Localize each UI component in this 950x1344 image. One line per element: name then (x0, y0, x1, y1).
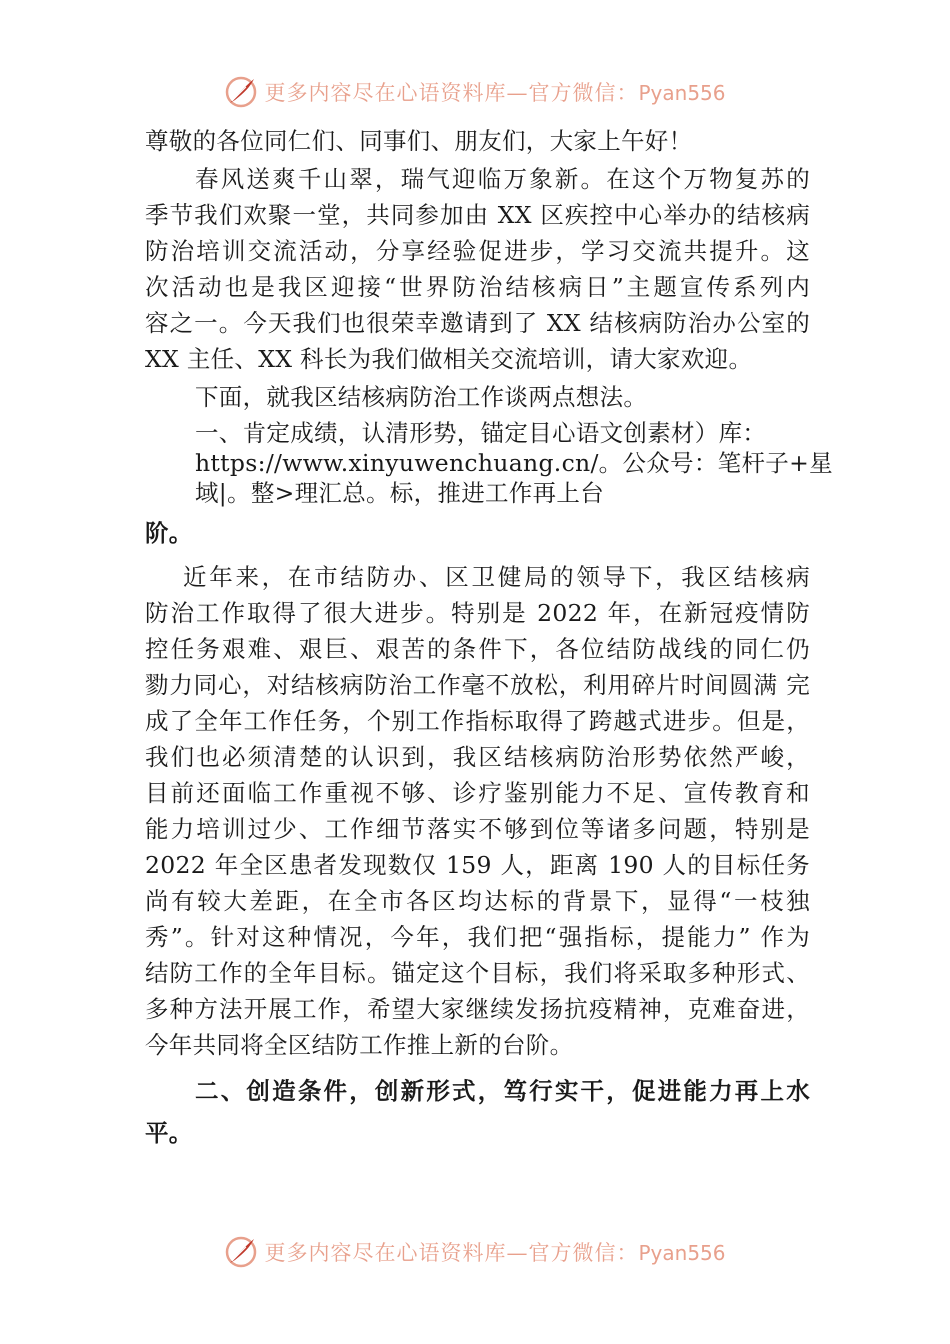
paragraph-line: 近年来，在市结防办、区卫健局的领导下，我区结核病 (183, 563, 810, 591)
paragraph-line: 春风送爽千山翠，瑞气迎临万象新。在这个万物复苏的 (195, 165, 810, 193)
section-heading-line: 阶。 (145, 519, 193, 547)
paragraph-line: 尚有较大差距，在全市各区均达标的背景下，显得“一枝独 (145, 887, 810, 915)
section-heading-line: 二、创造条件，创新形式，笃行实干，促进能力再上水 (195, 1077, 810, 1105)
section-heading-line: 域|。整>理汇总。标，推进工作再上台 (195, 479, 605, 507)
section-heading-line: 一、肯定成绩，认清形势，锚定目心语文创素材）库： (195, 419, 767, 447)
greeting: 尊敬的各位同仁们、同事们、朋友们，大家上午好！ (145, 127, 693, 155)
section-heading-line: 平。 (145, 1119, 193, 1147)
paragraph-line: 防治培训交流活动，分享经验促进步，学习交流共提升。这 (145, 237, 810, 265)
paragraph-line: XX 主任、XX 科长为我们做相关交流培训，请大家欢迎。 (145, 345, 753, 373)
quill-pen-icon (224, 75, 258, 109)
header-watermark (0, 70, 950, 114)
paragraph-line: 季节我们欢聚一堂，共同参加由 XX 区疾控中心举办的结核病 (145, 201, 810, 229)
footer-watermark (0, 1230, 950, 1274)
watermark-text: 更多内容尽在心语资料库—官方微信：Pyan556 (264, 1241, 726, 1265)
paragraph-line: 我们也必须清楚的认识到，我区结核病防治形势依然严峻， (145, 743, 810, 771)
paragraph-line: 能力培训过少、工作细节落实不够到位等诸多问题，特别是 (145, 815, 810, 843)
paragraph-line: 2022 年全区患者发现数仅 159 人，距离 190 人的目标任务 (145, 851, 810, 879)
paragraph-line: 结防工作的全年目标。锚定这个目标，我们将采取多种形式、 (145, 959, 810, 987)
quill-pen-icon (224, 1235, 258, 1269)
paragraph-line: 控任务艰难、艰巨、艰苦的条件下，各位结防战线的同仁仍 (145, 635, 810, 663)
paragraph-line: 秀”。针对这种情况，今年，我们把“强指标，提能力” 作为 (145, 923, 810, 951)
paragraph-line: 多种方法开展工作，希望大家继续发扬抗疫精神，克难奋进， (145, 995, 810, 1023)
paragraph-line: 目前还面临工作重视不够、诊疗鉴别能力不足、宣传教育和 (145, 779, 810, 807)
paragraph-line: 成了全年工作任务，个别工作指标取得了跨越式进步。但是， (145, 707, 810, 735)
paragraph-line: 下面，就我区结核病防治工作谈两点想法。 (195, 383, 648, 411)
paragraph-line: 勠力同心，对结核病防治工作毫不放松，利用碎片时间圆满 完 (145, 671, 810, 699)
paragraph-line: 今年共同将全区结防工作推上新的台阶。 (145, 1031, 574, 1059)
paragraph-line: 次活动也是我区迎接“世界防治结核病日”主题宣传系列内 (145, 273, 810, 301)
section-heading-line: https://www.xinyuwenchuang.cn/。公众号：笔杆子+星 (195, 449, 833, 477)
paragraph-line: 容之一。今天我们也很荣幸邀请到了 XX 结核病防治办公室的 (145, 309, 810, 337)
paragraph-line: 防治工作取得了很大进步。特别是 2022 年，在新冠疫情防 (145, 599, 810, 627)
watermark-text: 更多内容尽在心语资料库—官方微信：Pyan556 (264, 81, 726, 105)
